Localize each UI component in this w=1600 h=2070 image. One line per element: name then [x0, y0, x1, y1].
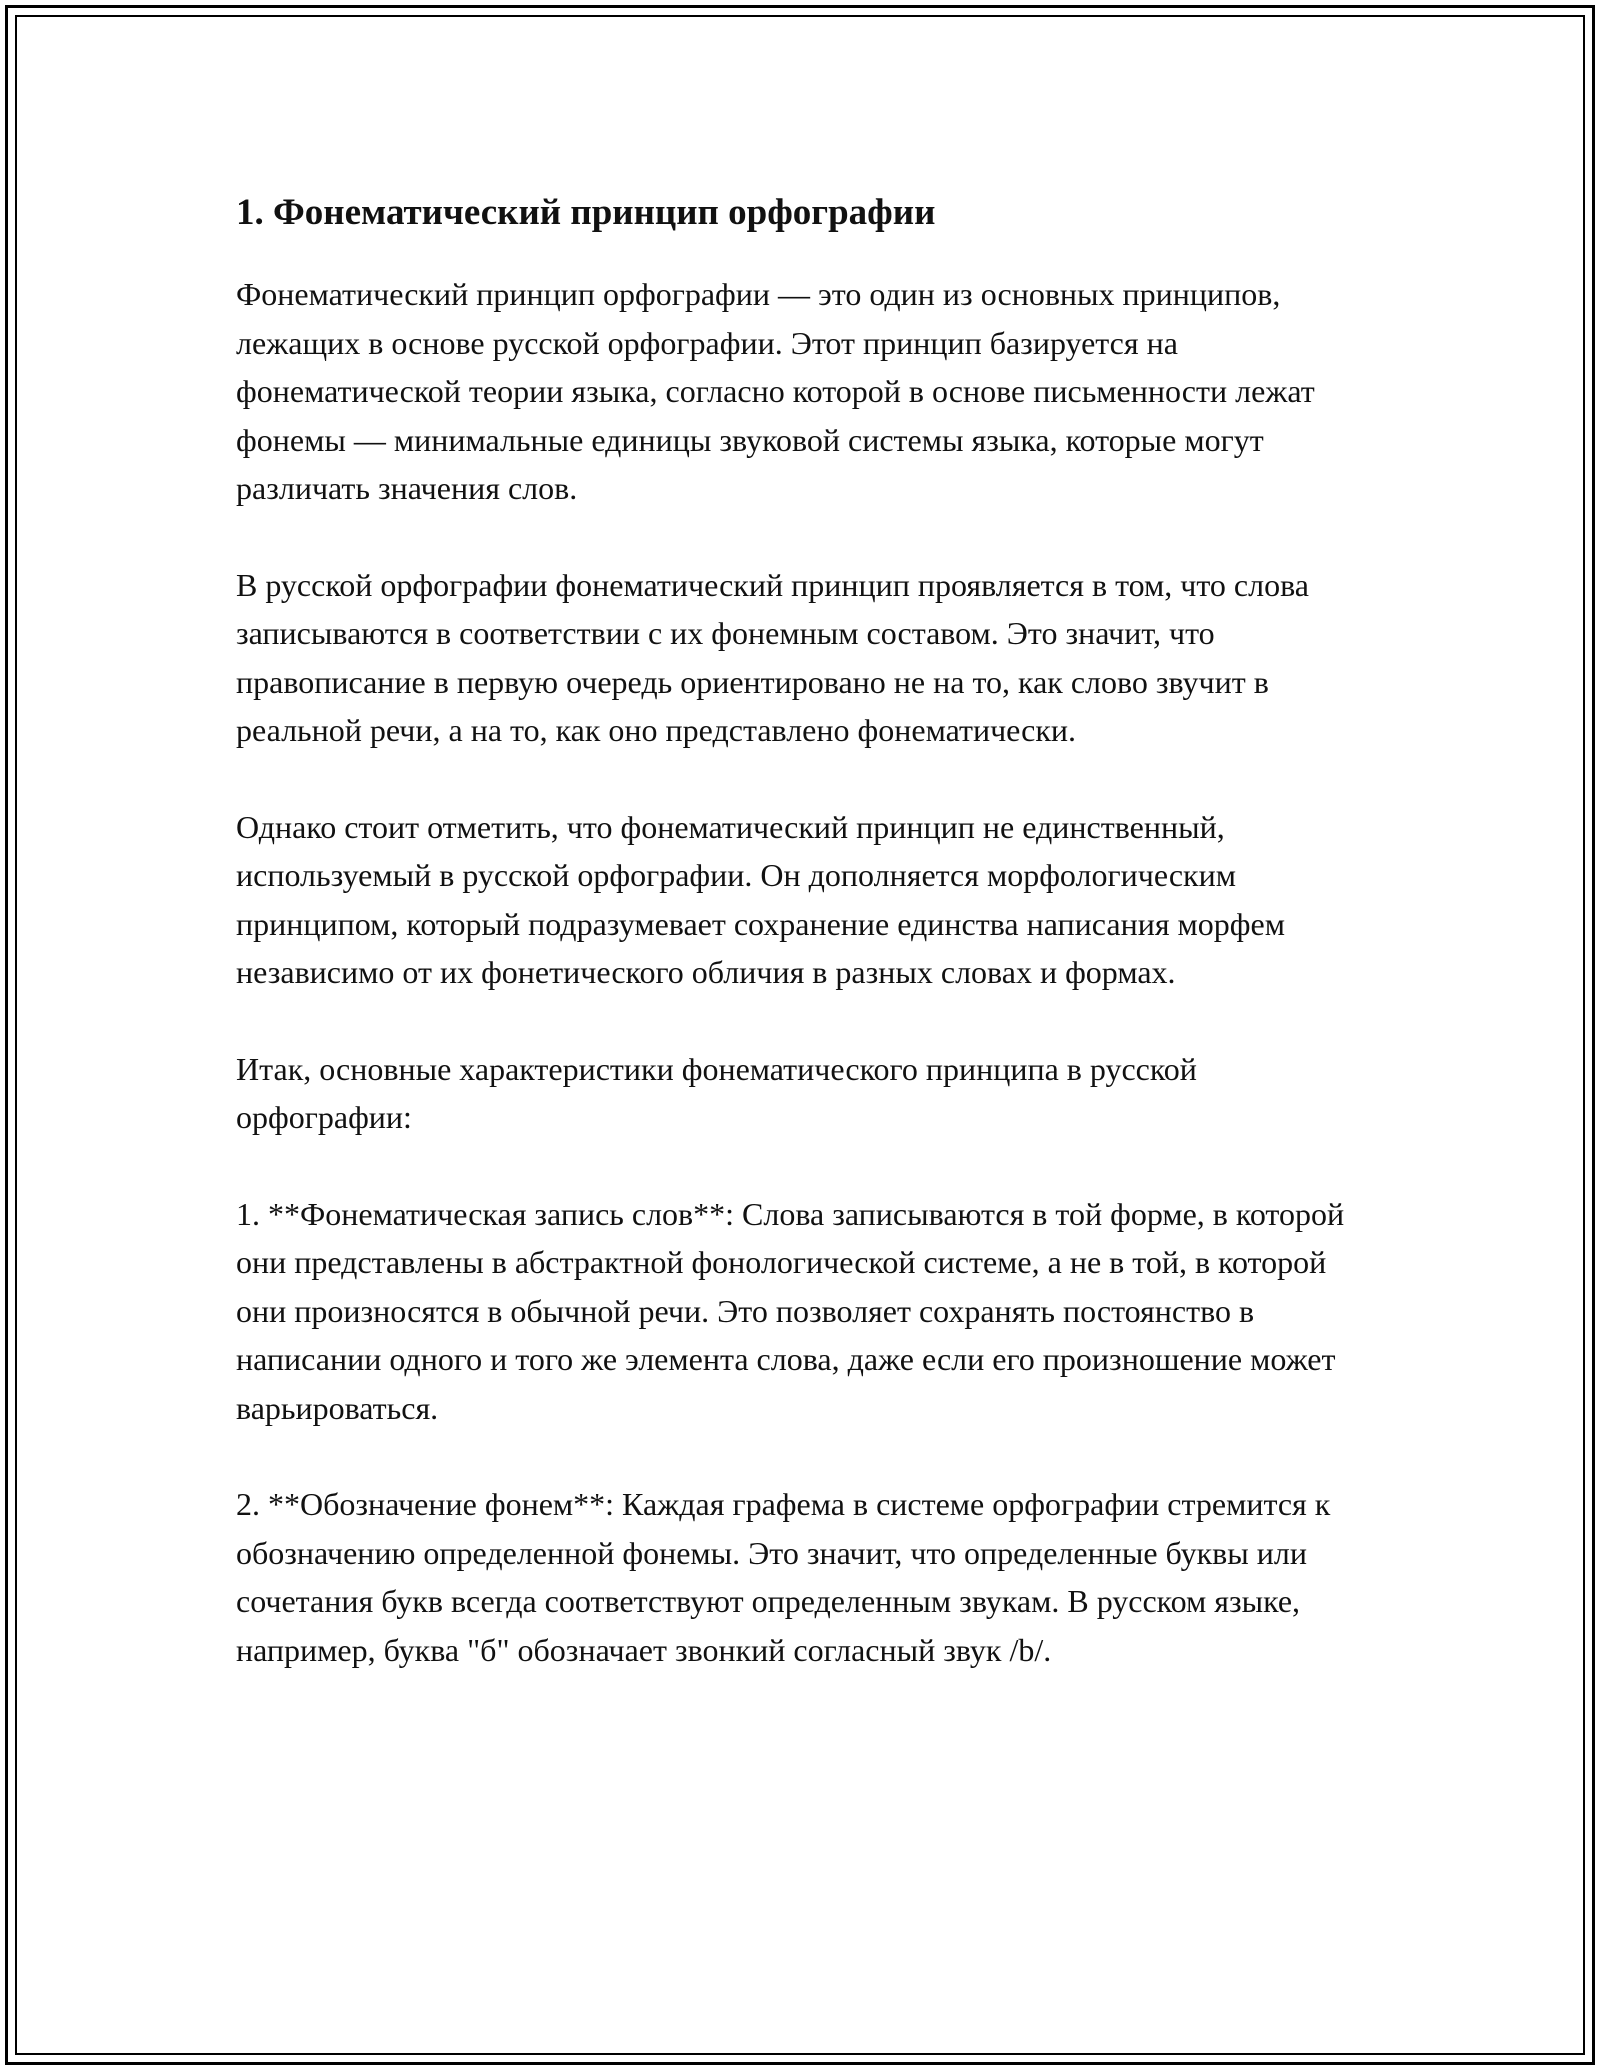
paragraph-morphological: Однако стоит отметить, что фонематический принцип не единственный, используемый в русской орфографии. Он дополняется морфологическим принципом, который подразумевает сохранение единства написания морфем независимо от их фонетического обличия в разных словах и формах. [236, 808, 1285, 990]
paragraph-characteristics-intro: Итак, основные характеристики фонематического принципа в русской орфографии: [236, 1050, 1197, 1135]
document-body [236, 184, 1364, 1722]
section-heading: 1. Фонематический принцип орфографии [236, 192, 936, 233]
paragraph-russian-orthography: В русской орфографии фонематический принцип проявляется в том, что слова записываются в соответствии с их фонемным составом. Это значит, что правописание в первую очередь ориентировано не на то, как слово звучит в реальной речи, а на то, как оно представлено фонематически. [236, 566, 1309, 748]
paragraph-intro: Фонематический принцип орфографии — это один из основных принципов, лежащих в основе русской орфографии. Этот принцип базируется на фонематической теории языка, согласно которой в основе письменности лежат фонемы — минимальные единицы звуковой системы языка, которые могут различать значения слов. [236, 276, 1315, 506]
list-item-phonemic-writing: 1. **Фонематическая запись слов**: Слова записываются в той форме, в которой они представлены в абстрактной фонологической системе, а не в той, в которой они произносятся в обычной речи. Это позволяет сохранять постоянство в написании одного и того же элемента слова, даже если его произношение может варьироваться. [236, 1195, 1345, 1426]
list-item-phoneme-designation: 2. **Обозначение фонем**: Каждая графема в системе орфографии стремится к обозначению определенной фонемы. Это значит, что определенные буквы или сочетания букв всегда соответствуют определенным звукам. В русском языке, например, буква "б" обозначает звонкий согласный звук /b/. [236, 1486, 1331, 1668]
